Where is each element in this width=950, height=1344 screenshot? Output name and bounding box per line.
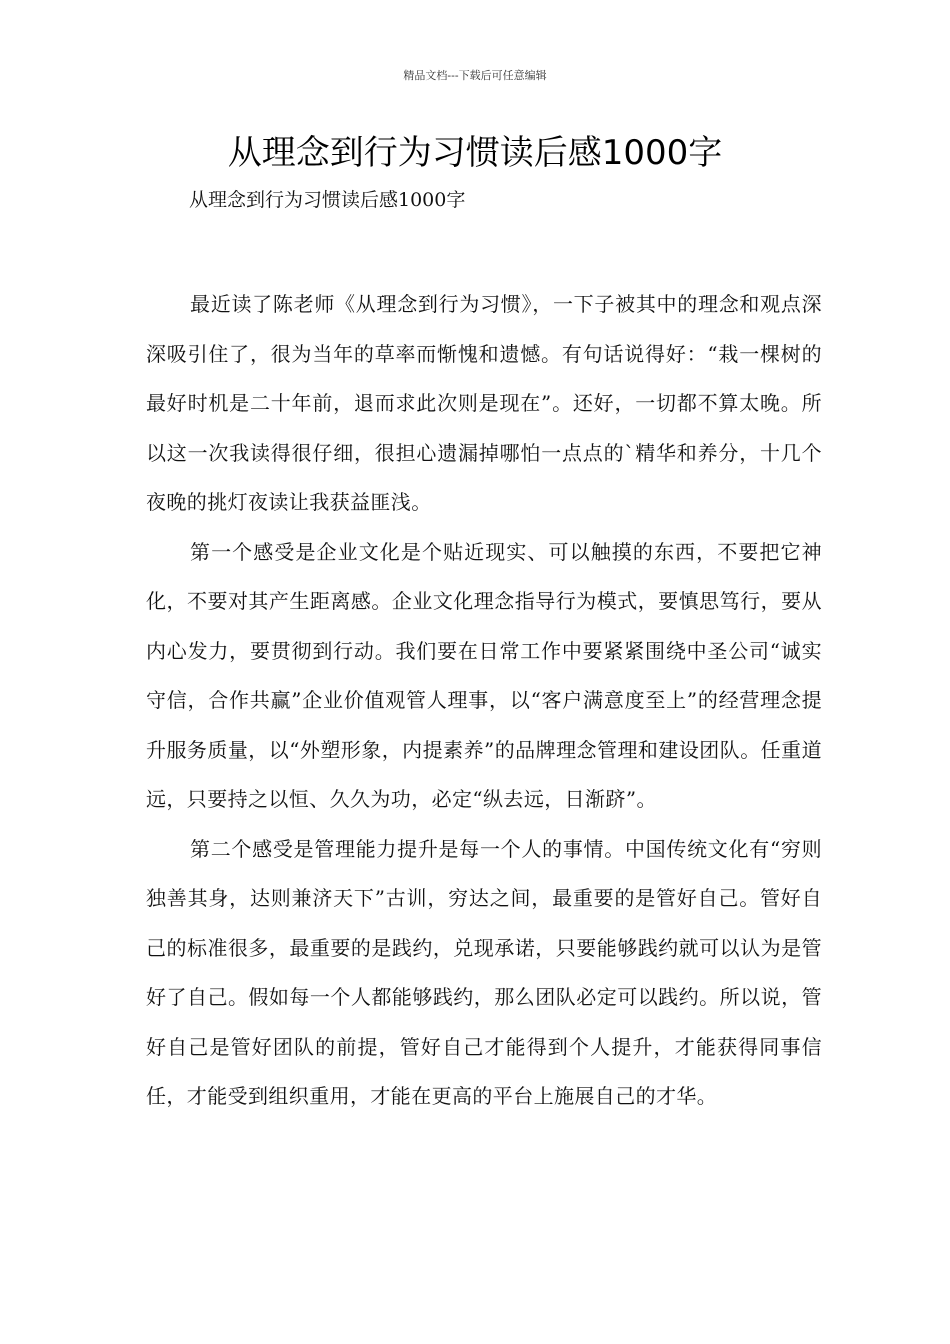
paragraph-intro: 最近读了陈老师《从理念到行为习惯》，一下子被其中的理念和观点深深吸引住了，很为当年的草率而惭愧和遗憾。有句话说得好：“栽一棵树的最好时机是二十年前，退而求此次则是现在”。还好，一切都不算太晚。所以这一次我读得很仔细，很担心遗漏掉哪怕一点点的`精华和养分，十几个夜晚的挑灯夜读让我获益匪浅。 — [146, 292, 822, 514]
paragraph-first-insight: 第一个感受是企业文化是个贴近现实、可以触摸的东西，不要把它神化，不要对其产生距离感。企业文化理念指导行为模式，要慎思笃行，要从内心发力，要贯彻到行动。我们要在日常工作中要紧紧围绕中圣公司“诚实守信，合作共赢”企业价值观管人理事，以“客户满意度至上”的经营理念提升服务质量，以“外塑形象，内提素养”的品牌理念管理和建设团队。任重道远，只要持之以恒、久久为功，必定“纵去远，日渐跻”。 — [146, 539, 822, 811]
document-subtitle: 从理念到行为习惯读后感1000字 — [189, 189, 466, 211]
document-body — [146, 280, 822, 1122]
paragraph-second-insight: 第二个感受是管理能力提升是每一个人的事情。中国传统文化有“穷则独善其身，达则兼济天下”古训，穷达之间，最重要的是管好自己。管好自己的标准很多，最重要的是践约，兑现承诺，只要能够践约就可以认为是管好了自己。假如每一个人都能够践约，那么团队必定可以践约。所以说，管好自己是管好团队的前提，管好自己才能得到个人提升，才能获得同事信任，才能受到组织重用，才能在更高的平台上施展自己的才华。 — [146, 836, 822, 1108]
header-note: 精品文档---下载后可任意编辑 — [403, 69, 547, 82]
document-title: 从理念到行为习惯读后感1000字 — [227, 133, 723, 173]
